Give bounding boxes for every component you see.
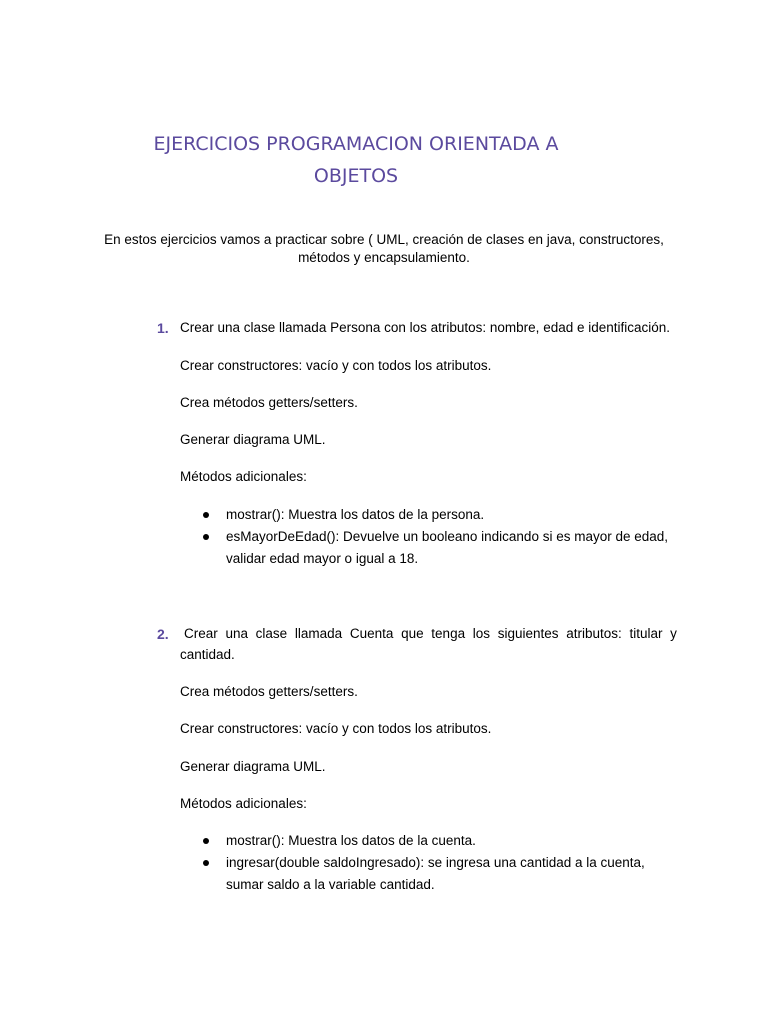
statement-word: los xyxy=(472,626,491,641)
statement-word: Cuenta xyxy=(349,626,394,641)
exercise-1-getters-setters: Crea métodos getters/setters. xyxy=(180,395,358,410)
statement-word: titular xyxy=(629,626,663,641)
intro-paragraph-line-2: métodos y encapsulamiento. xyxy=(298,250,470,265)
intro-paragraph-line-1: En estos ejercicios vamos a practicar sobre ( UML, creación de clases en java, constructores, xyxy=(104,232,664,247)
exercise-1-constructors: Crear constructores: vacío y con todos los atributos. xyxy=(180,358,492,373)
exercise-2-statement-line-2: cantidad. xyxy=(180,647,235,662)
exercise-2-constructors: Crear constructores: vacío y con todos los atributos. xyxy=(180,721,492,736)
exercise-2-bullet-1: mostrar(): Muestra los datos de la cuenta. xyxy=(226,833,476,848)
bullet-icon xyxy=(203,534,209,540)
statement-word: Crear xyxy=(184,626,218,641)
exercise-1-uml: Generar diagrama UML. xyxy=(180,432,326,447)
document-title-line-1: EJERCICIOS PROGRAMACION ORIENTADA A xyxy=(153,133,559,155)
exercise-2-uml: Generar diagrama UML. xyxy=(180,759,326,774)
exercise-1-bullet-1: mostrar(): Muestra los datos de la persona. xyxy=(226,507,485,522)
bullet-icon xyxy=(203,838,209,844)
exercise-2-statement-line-1 xyxy=(184,625,677,643)
statement-word: una xyxy=(225,626,248,641)
exercise-2-extra-methods-heading: Métodos adicionales: xyxy=(180,796,307,811)
bullet-icon xyxy=(203,512,209,518)
statement-word: tenga xyxy=(431,626,466,641)
statement-word: siguientes xyxy=(497,626,559,641)
statement-word: que xyxy=(401,626,424,641)
bullet-icon xyxy=(203,860,209,866)
statement-word: clase xyxy=(255,626,288,641)
exercise-2-bullet-2-line-2: sumar saldo a la variable cantidad. xyxy=(226,877,435,892)
exercise-1-bullet-2-line-2: validar edad mayor o igual a 18. xyxy=(226,551,419,566)
exercise-1-number: 1. xyxy=(157,320,169,336)
exercise-2-number: 2. xyxy=(157,626,169,642)
exercise-1-extra-methods-heading: Métodos adicionales: xyxy=(180,469,307,484)
exercise-1-bullet-2-line-1: esMayorDeEdad(): Devuelve un booleano indicando si es mayor de edad, xyxy=(226,529,669,544)
document-title-line-2: OBJETOS xyxy=(313,165,399,187)
statement-word: llamada xyxy=(294,626,343,641)
statement-word: y xyxy=(670,626,677,641)
statement-word: atributos: xyxy=(566,626,622,641)
exercise-1-statement: Crear una clase llamada Persona con los atributos: nombre, edad e identificación. xyxy=(180,320,671,335)
exercise-2-getters-setters: Crea métodos getters/setters. xyxy=(180,684,358,699)
exercise-2-bullet-2-line-1: ingresar(double saldoIngresado): se ingresa una cantidad a la cuenta, xyxy=(226,855,645,870)
